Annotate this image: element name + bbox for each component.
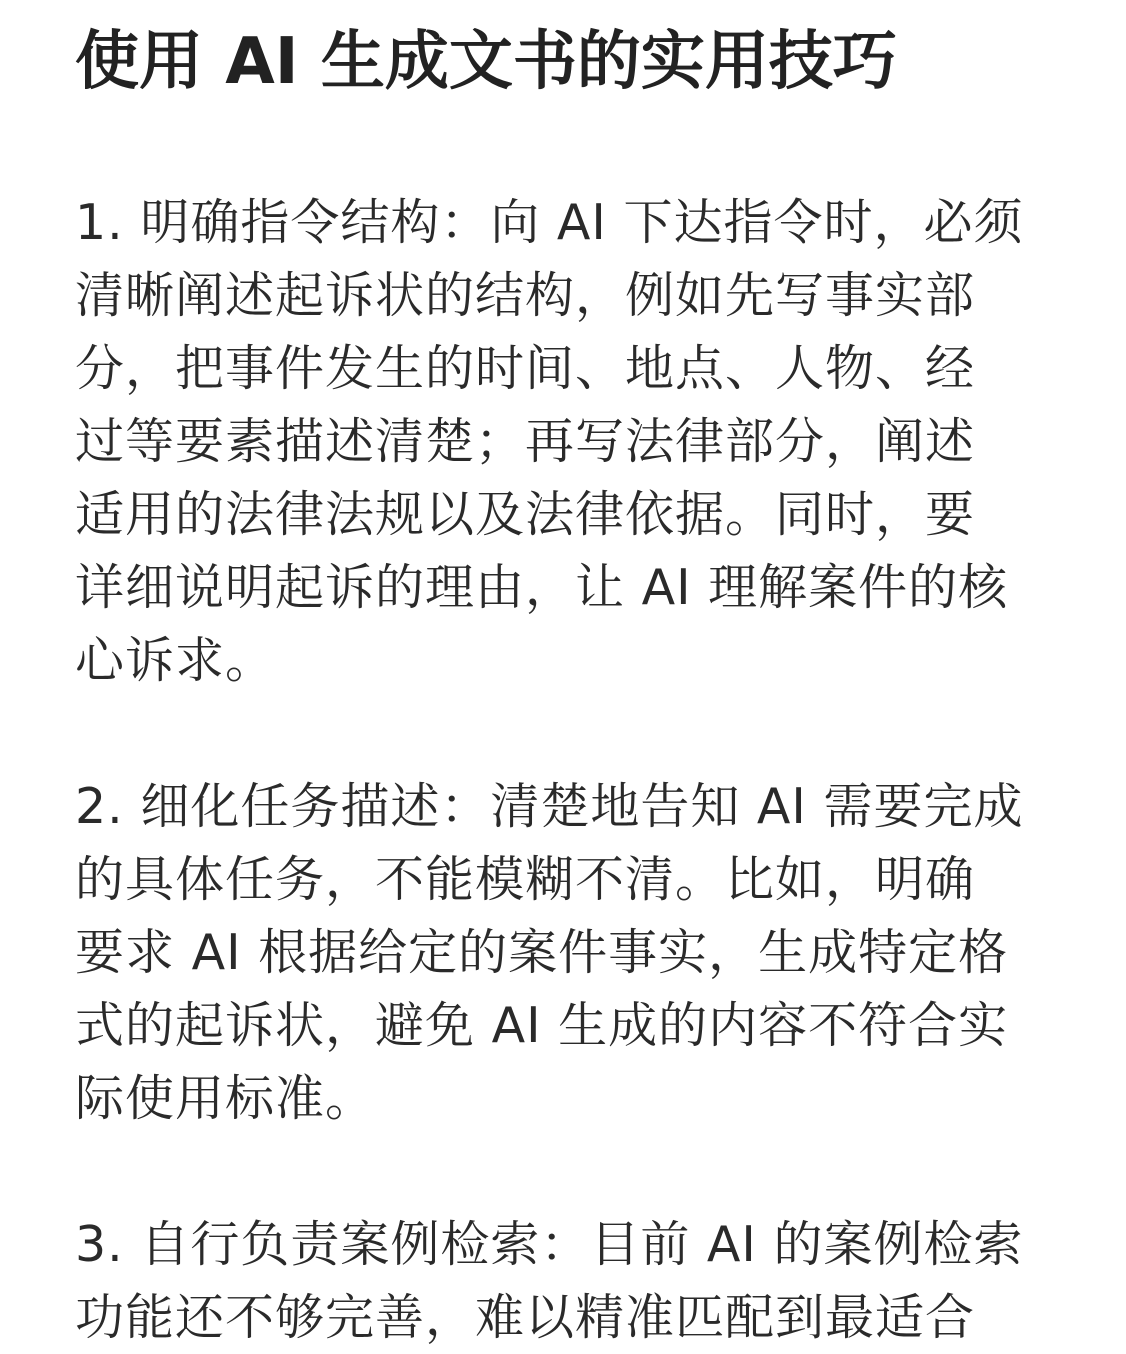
- paragraph-line: 分，把事件发生的时间、地点、人物、经: [75, 340, 976, 397]
- paragraph-line: 功能还不够完善，难以精准匹配到最适合: [75, 1289, 976, 1346]
- paragraph-line: 清晰阐述起诉状的结构，例如先写事实部: [75, 267, 976, 324]
- paragraph-task-description: [75, 770, 1023, 1135]
- paragraph-line: 的具体任务，不能模糊不清。比如，明确: [75, 851, 976, 908]
- paragraph-line: 心诉求。: [75, 632, 276, 689]
- paragraph-line: 际使用标准。: [75, 1070, 376, 1127]
- paragraph-line: 式的起诉状，避免 AI 生成的内容不符合实: [75, 997, 1009, 1054]
- paragraph-line: 2. 细化任务描述：清楚地告知 AI 需要完成: [75, 778, 1024, 835]
- paragraph-case-search: [75, 1208, 1023, 1354]
- paragraph-line: 过等要素描述清楚；再写法律部分，阐述: [75, 413, 976, 470]
- paragraph-line: 3. 自行负责案例检索：目前 AI 的案例检索: [75, 1216, 1024, 1273]
- article-title: 使用 AI 生成文书的实用技巧: [75, 25, 897, 99]
- paragraph-line: 1. 明确指令结构：向 AI 下达指令时，必须: [75, 194, 1024, 251]
- paragraph-instruction-structure: [75, 186, 1023, 697]
- paragraph-line: 要求 AI 根据给定的案件事实，生成特定格: [75, 924, 1009, 981]
- paragraph-line: 详细说明起诉的理由，让 AI 理解案件的核: [75, 559, 1009, 616]
- paragraph-line: 适用的法律法规以及法律依据。同时，要: [75, 486, 976, 543]
